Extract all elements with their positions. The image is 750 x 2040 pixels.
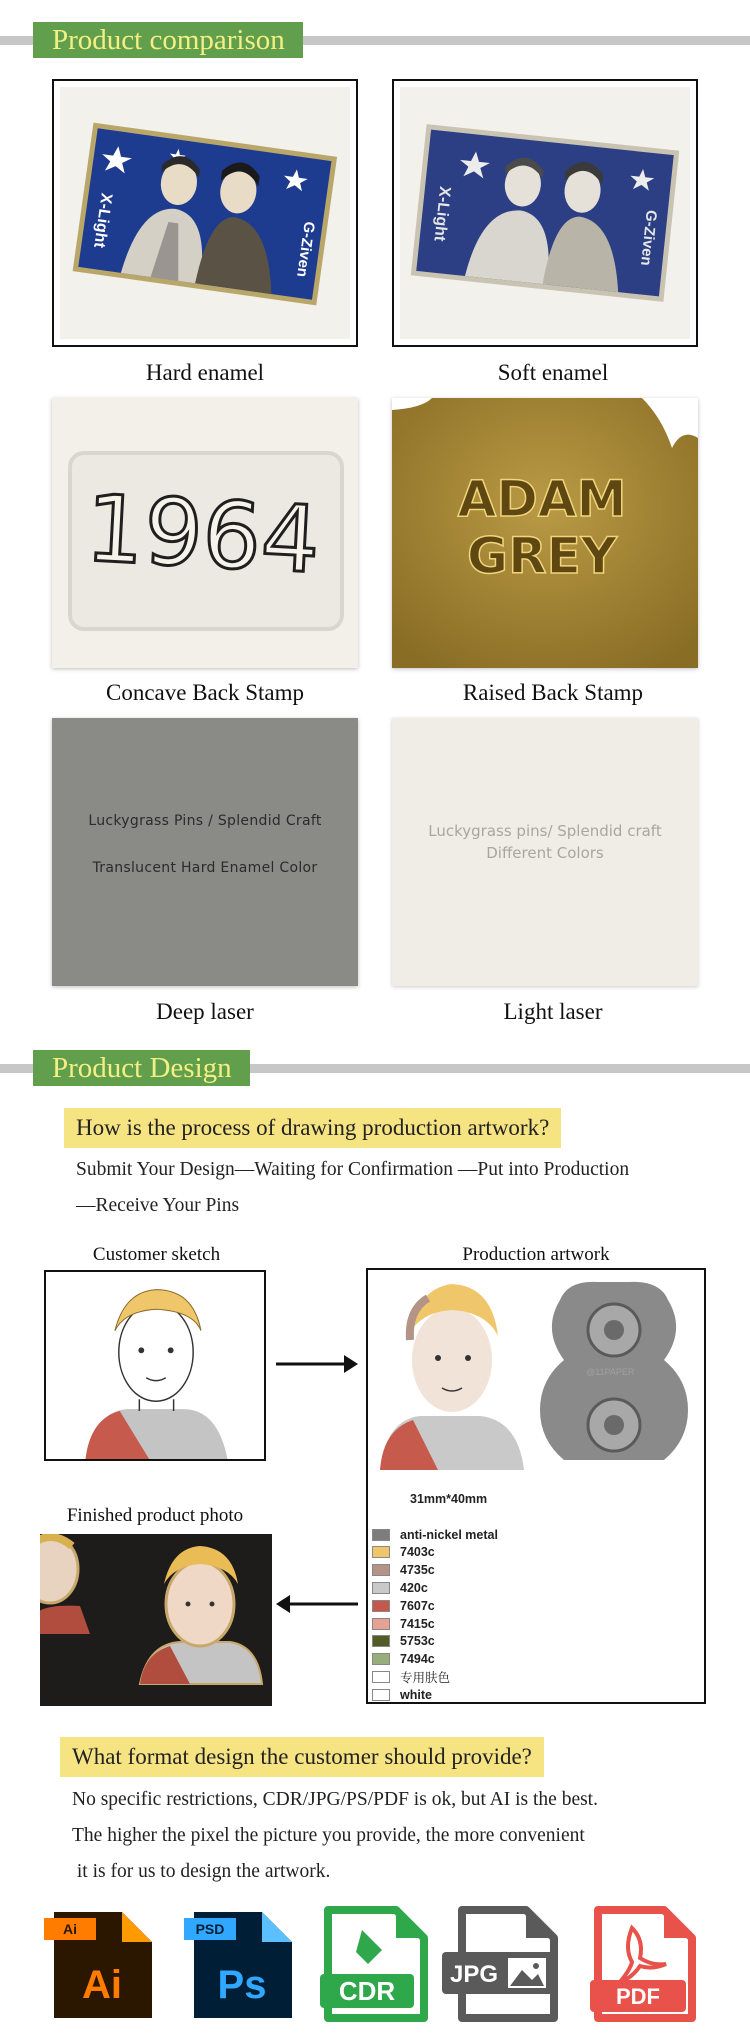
hard-enamel-photo (52, 79, 358, 347)
soft-enamel-pin (400, 87, 690, 339)
caption-soft-enamel: Soft enamel (497, 360, 609, 385)
caption-deep-laser: Deep laser (156, 999, 254, 1024)
legend-label: anti-nickel metal (400, 1527, 498, 1542)
psd-label: Ps (217, 1963, 267, 2007)
ai-tag: Ai (63, 1921, 77, 1937)
legend-item (372, 1597, 435, 1614)
arrow-right-icon (274, 1352, 358, 1376)
concave-stamp-photo (52, 398, 358, 668)
sketch-illustration (46, 1272, 264, 1459)
stamp-line-2: GREY (467, 527, 617, 585)
legend-label: 4735c (400, 1563, 435, 1578)
legend-swatch (372, 1546, 390, 1558)
caption-concave-stamp: Concave Back Stamp (105, 680, 304, 705)
format-line-2: The higher the pixel the picture you provide, the more convenient (72, 1825, 585, 1846)
process-line-2: —Receive Your Pins (76, 1195, 240, 1216)
pdf-format-icon (582, 1900, 700, 2025)
finished-pins-illustration (40, 1534, 272, 1706)
stamp-line-1: ADAM (457, 470, 627, 528)
jpg-label: JPG (449, 1961, 499, 1988)
process-line-1: Submit Your Design—Waiting for Confirmation —Put into Production (76, 1159, 630, 1180)
concave-stamp-art (52, 398, 358, 668)
light-laser-line-2: Different Colors (486, 844, 604, 862)
legend-label: 5753c (400, 1634, 435, 1649)
legend-label: 专用肤色 (400, 1670, 451, 1685)
hard-enamel-pin (60, 87, 350, 339)
caption-raised-stamp: Raised Back Stamp (462, 680, 644, 705)
legend-swatch (372, 1564, 390, 1576)
production-artwork-panel (366, 1268, 706, 1704)
raised-stamp-art (392, 398, 698, 668)
pin-left-name: X-Light (90, 191, 115, 249)
customer-sketch-image (44, 1270, 266, 1461)
deep-laser-photo (52, 718, 358, 986)
label-customer-sketch: Customer sketch (92, 1244, 221, 1265)
finished-product-photo (40, 1534, 272, 1706)
light-laser-line-1: Luckygrass pins/ Splendid craft (428, 822, 662, 840)
pin-right-name: G-Ziven (293, 220, 318, 279)
deep-laser-line-2: Translucent Hard Enamel Color (92, 860, 318, 876)
section-header-design (0, 1050, 750, 1086)
section-header-comparison (0, 22, 750, 58)
legend-item (372, 1579, 428, 1596)
legend-swatch (372, 1600, 390, 1612)
legend-label: 7403c (400, 1545, 435, 1560)
caption-hard-enamel: Hard enamel (145, 360, 265, 385)
legend-swatch (372, 1653, 390, 1665)
legend-item (372, 1651, 435, 1668)
legend-label: 7607c (400, 1598, 435, 1613)
legend-swatch (372, 1689, 390, 1701)
artwork-illustration (368, 1270, 704, 1470)
legend-item (372, 1544, 435, 1561)
legend-swatch (372, 1635, 390, 1647)
format-line-1: No specific restrictions, CDR/JPG/PS/PDF is ok, but AI is the best. (72, 1789, 598, 1810)
legend-item (372, 1668, 450, 1685)
psd-tag: PSD (195, 1921, 225, 1937)
question-process: How is the process of drawing production artwork? (64, 1108, 561, 1148)
section-title: Product Design (33, 1050, 250, 1086)
label-production-artwork: Production artwork (462, 1244, 610, 1265)
label-finished-product: Finished product photo (66, 1505, 244, 1526)
pdf-label: PDF (616, 1984, 660, 2009)
legend-item (372, 1562, 435, 1579)
legend-label: 7415c (400, 1616, 435, 1631)
legend-item (372, 1615, 435, 1632)
pin-right-name: G-Ziven (637, 209, 660, 267)
psd-format-icon (180, 1900, 298, 2025)
color-legend (372, 1526, 572, 1702)
format-line-3: it is for us to design the artwork. (72, 1861, 331, 1882)
arrow-left-icon (276, 1592, 360, 1616)
legend-swatch (372, 1618, 390, 1630)
cdr-label: CDR (338, 1976, 396, 2006)
legend-label: white (400, 1687, 432, 1702)
ai-label: Ai (82, 1963, 122, 2007)
raised-stamp-photo (392, 398, 698, 668)
legend-swatch (372, 1529, 390, 1541)
caption-light-laser: Light laser (503, 999, 603, 1024)
section-title: Product comparison (33, 22, 303, 58)
stamp-number: 1964 (82, 474, 323, 595)
cdr-format-icon (316, 1900, 434, 2025)
light-laser-photo (392, 718, 698, 986)
deep-laser-line-1: Luckygrass Pins / Splendid Craft (88, 813, 322, 829)
legend-label: 420c (400, 1580, 428, 1595)
artwork-watermark: @11PAPER (586, 1367, 635, 1377)
ai-format-icon (40, 1900, 158, 2025)
legend-item (372, 1633, 435, 1650)
soft-enamel-photo (392, 79, 698, 347)
legend-item (372, 1526, 498, 1543)
pin-left-name: X-Light (430, 185, 454, 243)
legend-swatch (372, 1582, 390, 1594)
legend-label: 7494c (400, 1652, 435, 1667)
artwork-size: 31mm*40mm (410, 1492, 488, 1506)
question-format: What format design the customer should provide? (60, 1737, 544, 1777)
jpg-format-icon (440, 1900, 558, 2025)
legend-swatch (372, 1671, 390, 1683)
legend-item (372, 1686, 432, 1703)
